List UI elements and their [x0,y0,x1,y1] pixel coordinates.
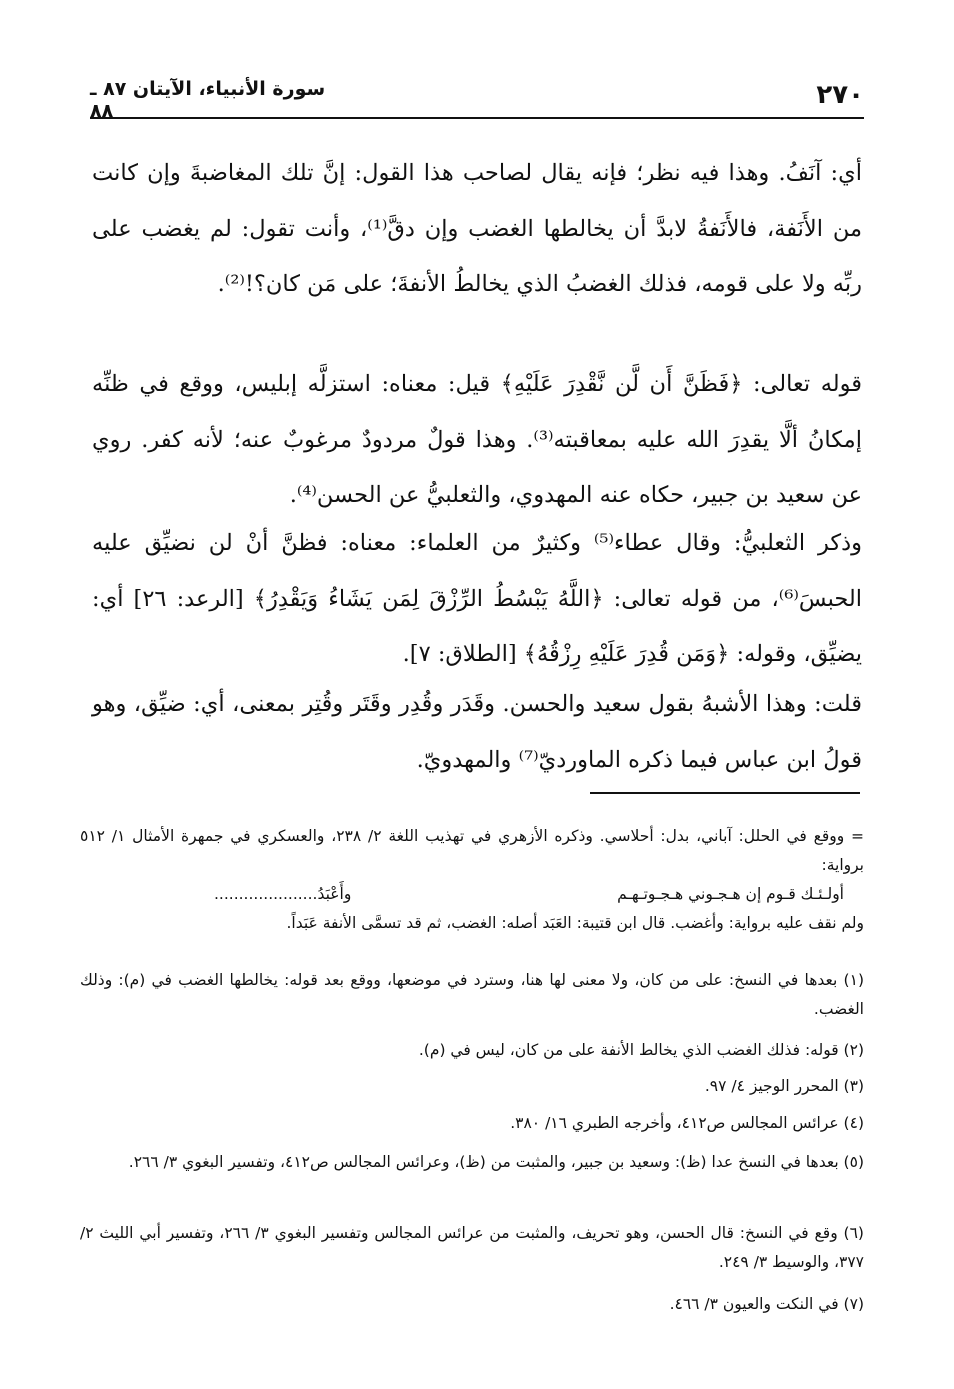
body-paragraph-2 [92,357,862,524]
body-paragraph-3 [92,516,862,683]
verse-first-hemistich: أولـئـك قـوم إن هـجـوني هـجـوتـهـم [617,885,844,903]
surah-title: سورة الأنبياء، الآيتان ٨٧ ـ ٨٨ [90,78,326,122]
paragraph-text: قلت: وهذا الأشبهُ بقول سعيد والحسن. وقَدَر وقُدِر وقَتَر وقُتِر بمعنى، أي: ضيِّق، وهو قولُ ابن عباس فيما ذكره الماورديّ⁽⁷⁾ والمهدويّ. [92,691,862,773]
page-number: ٢٧٠ [816,80,864,110]
verse-second-hemistich: وأَعْبَدُ..................... [214,885,352,903]
running-header [90,78,350,122]
footnote-text: ولم نقف عليه برواية: وأغضب. قال ابن قتيبة: العَبَد أصله: الغضب، ثم قد تسمَّى الأنفة عَبَداً. [286,914,864,932]
footnote-continuation [80,822,864,938]
body-paragraph-1 [92,146,862,313]
footnote-5 [80,1148,864,1177]
footnote-6 [80,1219,864,1277]
footnote-text: = ووقع في الحلل: آباني، بدل: أحلاسي. وذكره الأزهري في تهذيب اللغة ٢/ ٢٣٨، والعسكري في جمهرة الأمثال ١/ ٥١٢ برواية: [80,827,865,874]
footnote-4 [80,1109,864,1138]
footnote-text: (٢) قوله: فذلك الغضب الذي يخالط الأنفة على من كان، ليس في (م). [418,1041,864,1059]
footnote-text: (٣) المحرر الوجيز ٤/ ٩٧. [704,1077,864,1095]
footnote-2 [80,1036,864,1065]
paragraph-text: قوله تعالى: ﴿فَظَنَّ أَن لَّن نَّقْدِرَ عَلَيْهِ﴾ قيل: معناه: استزلَّه إبليس، ووقع في ظنِّه إمكانُ ألَّا يقدِرَ الله عليه بمعاقبته⁽³⁾. وهذا قولٌ مردودٌ مرغوبٌ عنه؛ لأنه كفر. روي عن سعيد بن جبير، حكاه عنه المهدوي، والثعلبيُّ عن الحسن⁽⁴⁾. [92,371,862,508]
footnote-text: (٥) بعدها في النسخ عدا (ظ): وسعيد بن جبير، والمثبت من (ظ)، وعرائس المجالس ص٤١٢، وتفسير البغوي ٣/ ٢٦٦. [128,1153,864,1171]
footnote-separator [590,792,860,794]
footnote-text: (١) بعدها في النسخ: على من كان، ولا معنى لها هنا، وسترد في موضعها، ووقع بعد قوله: يخالطها الغضب في (م): وذلك الغضب. [80,971,864,1018]
footnote-1 [80,966,864,1024]
footnote-7 [80,1290,864,1319]
footnote-text: (٧) في النكت والعيون ٣/ ٤٦٦. [669,1295,864,1313]
body-paragraph-4 [92,677,862,788]
header-rule [90,117,864,119]
footnote-text: (٤) عرائس المجالس ص٤١٢، وأخرجه الطبري ١٦/ ٣٨٠. [510,1114,864,1132]
footnote-3 [80,1072,864,1101]
footnote-text: (٦) وقع في النسخ: قال الحسن، وهو تحريف، والمثبت من عرائس المجالس وتفسير البغوي ٣/ ٢٦٦، وتفسير أبي الليث ٢/ ٣٧٧، والوسيط ٣/ ٢٤٩. [80,1224,864,1271]
paragraph-text: أي: آنَفُ. وهذا فيه نظر؛ فإنه يقال لصاحب هذا القول: إنَّ تلك المغاضبةَ وإن كانت من الأَنَفة، فالأَنَفةُ لابدَّ أن يخالطها الغضب وإن دقَّ⁽¹⁾، وأنت تقول: لم يغضب على ربِّه ولا على قومه، فذلك الغضبُ الذي يخالطُ الأنفةَ؛ على مَن كان؟!⁽²⁾. [92,160,862,297]
paragraph-text: وذكر الثعلبيُّ: وقال عطاء⁽⁵⁾ وكثيرٌ من العلماء: معناه: فظنَّ أنْ لن نضيِّق عليه الحبسَ⁽⁶⁾، من قوله تعالى: ﴿اللَّهُ يَبْسُطُ الرِّزْقَ لِمَن يَشَاءُ وَيَقْدِرُ﴾ [الرعد: ٢٦] أي: يضيِّق، وقوله: ﴿وَمَن قُدِرَ عَلَيْهِ رِزْقُهُ﴾ [الطلاق: ٧]. [92,530,862,667]
poetry-verse [214,880,844,909]
